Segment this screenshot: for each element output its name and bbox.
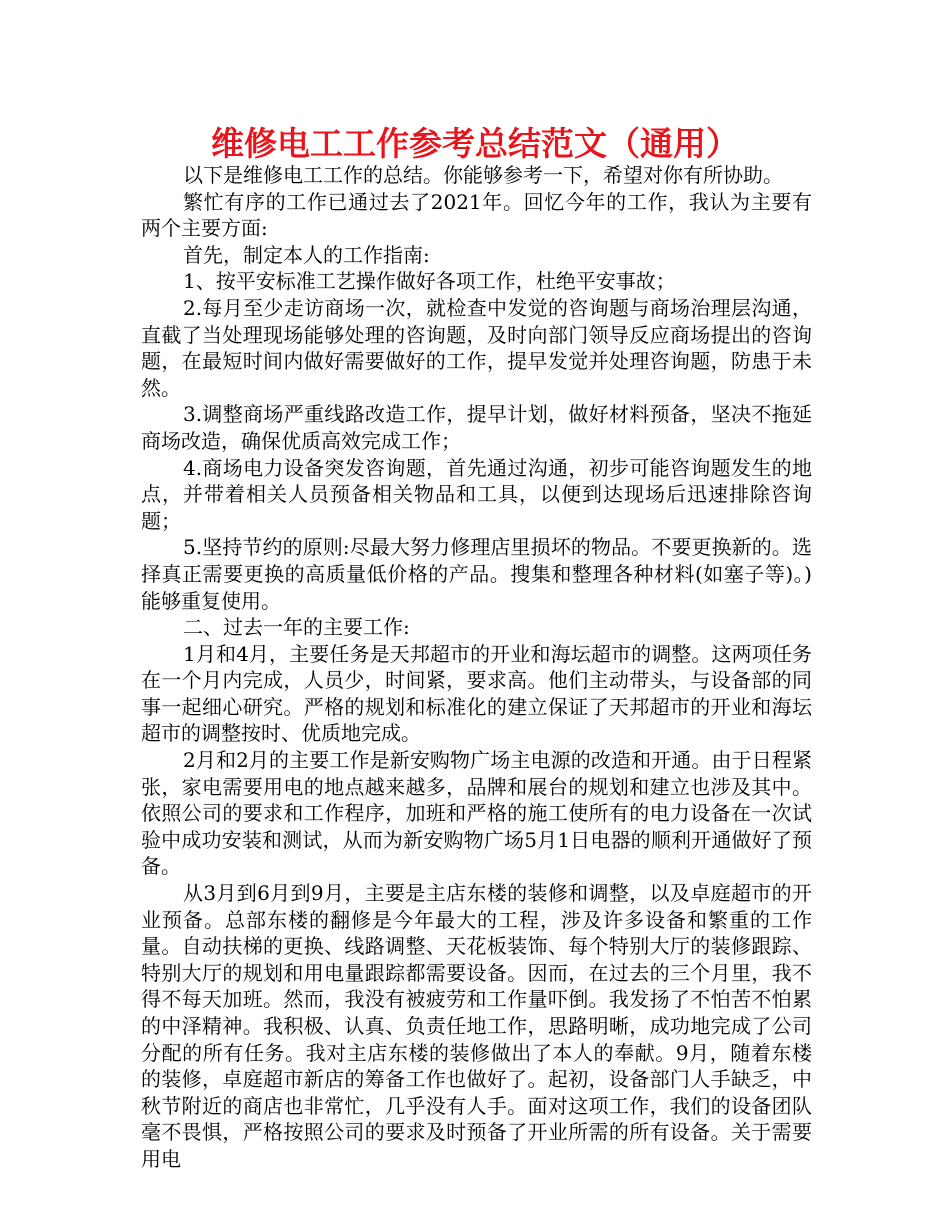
paragraph-item-4: 4.商场电力设备突发咨询题，首先通过沟通，初步可能咨询题发生的地点，并带着相关人员预备相关物品和工具，以便到达现场后迅速排除咨询题； <box>141 455 812 533</box>
document-title: 维修电工工作参考总结范文（通用） <box>211 124 739 163</box>
paragraph-feb: 2月和2月的主要工作是新安购物广场主电源的改造和开通。由于日程紧张，家电需要用电的地点越来越多，品牌和展台的规划和建立也涉及其中。依照公司的要求和工作程序，加班和严格的施工使所有的电力设备在一次试验中成功安装和测试，从而为新安购物广场5月1日电器的顺利开通做好了预备。 <box>141 748 812 879</box>
paragraph-mar-sep: 从3月到6月到9月，主要是主店东楼的装修和调整，以及卓庭超市的开业预备。总部东楼的翻修是今年最大的工程，涉及许多设备和繁重的工作量。自动扶梯的更换、线路调整、天花板装饰、每个特别大厅的装修跟踪、特别大厅的规划和用电量跟踪都需要设备。因而，在过去的三个月里，我不得不每天加班。然而，我没有被疲劳和工作量吓倒。我发扬了不怕苦不怕累的中泽精神。我积极、认真、负责任地工作，思路明晰，成功地完成了公司分配的所有任务。我对主店东楼的装修做出了本人的奉献。9月，随着东楼的装修，卓庭超市新店的筹备工作也做好了。起初，设备部门人手缺乏，中秋节附近的商店也非常忙，几乎没有人手。面对这项工作，我们的设备团队毫不畏惧，严格按照公司的要求及时预备了开业所需的所有设备。关于需要用电 <box>141 881 812 1171</box>
paragraph-section-2-heading: 二、过去一年的主要工作: <box>183 615 410 640</box>
paragraph-intro: 以下是维修电工工作的总结。你能够参考一下，希望对你有所协助。 <box>183 163 783 187</box>
paragraph-item-2: 2.每月至少走访商场一次，就检查中发觉的咨询题与商场治理层沟通，直截了当处理现场能够处理的咨询题，及时向部门领导反应商场提出的咨询题，在最短时间内做好需要做好的工作，提早发觉并处理咨询题，防患于未然。 <box>141 295 812 400</box>
paragraph-overview: 繁忙有序的工作已通过去了2021年。回忆今年的工作，我认为主要有两个主要方面: <box>141 189 812 241</box>
paragraph-item-1: 1、按平安标准工艺操作做好各项工作，杜绝平安事故； <box>183 269 676 294</box>
paragraph-section-1-heading: 首先，制定本人的工作指南: <box>183 242 430 267</box>
paragraph-item-5: 5.坚持节约的原则:尽最大努力修理店里损坏的物品。不要更换新的。选择真正需要更换的高质量低价格的产品。搜集和整理各种材料(如塞子等)。)能够重复使用。 <box>141 535 812 613</box>
paragraph-item-3: 3.调整商场严重线路改造工作，提早计划，做好材料预备，坚决不拖延商场改造，确保优质高效完成工作； <box>141 402 812 453</box>
paragraph-jan-apr: 1月和4月，主要任务是天邦超市的开业和海坛超市的调整。这两项任务在一个月内完成，人员少，时间紧，要求高。他们主动带头，与设备部的同事一起细心研究。严格的规划和标准化的建立保证了天邦超市的开业和海坛超市的调整按时、优质地完成。 <box>141 641 812 746</box>
document-body <box>141 162 812 1173</box>
